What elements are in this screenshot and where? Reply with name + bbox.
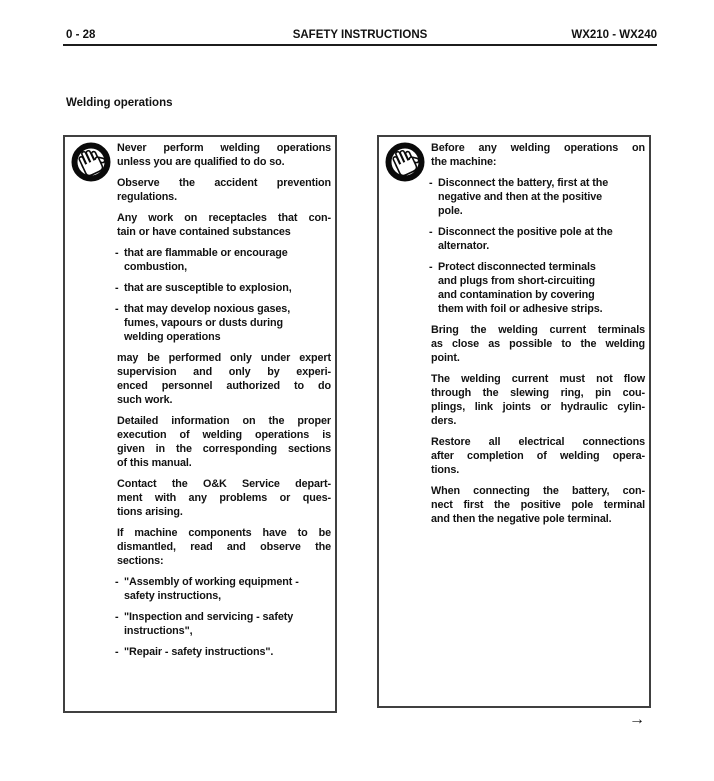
paragraph: [117, 477, 331, 519]
header-title: SAFETY INSTRUCTIONS: [292, 29, 428, 41]
text-line: Any work on receptacles that con-: [117, 212, 331, 224]
text-line: as close as possible to the welding: [431, 338, 645, 350]
paragraph: [117, 526, 331, 568]
paragraph: [117, 414, 331, 470]
text-line: Contact the O&K Service depart-: [117, 478, 331, 490]
text-line: may be performed only under expert: [117, 352, 331, 364]
text-line: that are flammable or encourage: [124, 247, 288, 259]
text-line: sections:: [117, 555, 164, 567]
paragraph: [431, 141, 645, 169]
paragraph: [431, 435, 645, 477]
paragraph: [117, 211, 331, 239]
text-line: Observe the accident prevention: [117, 177, 331, 189]
page-header: [63, 29, 657, 44]
bullet-dash: -: [115, 646, 119, 658]
text-line: combustion,: [124, 261, 188, 273]
text-line: and then the negative pole terminal.: [431, 513, 612, 525]
text-line: pole.: [438, 205, 463, 217]
warning-box-left: [63, 135, 337, 713]
paragraph: [431, 323, 645, 365]
text-line: execution of welding operations is: [117, 429, 331, 441]
bullet-dash: -: [115, 282, 119, 294]
text-line: instructions",: [124, 625, 193, 637]
text-line: welding operations: [124, 331, 221, 343]
next-page-arrow: →: [629, 711, 645, 728]
bullet-item: [117, 246, 331, 274]
section-title: Welding operations: [66, 97, 173, 109]
bullet-dash: -: [429, 177, 433, 189]
text-line: them with foil or adhesive strips.: [438, 303, 603, 315]
bullet-item: [117, 575, 331, 603]
text-line: ment with any problems or ques-: [117, 492, 331, 504]
bullet-item: [431, 225, 645, 253]
text-line: of this manual.: [117, 457, 192, 469]
text-line: dismantled, read and observe the: [117, 541, 331, 553]
text-line: point.: [431, 352, 460, 364]
text-line: The welding current must not flow: [431, 373, 645, 385]
text-line: "Inspection and servicing - safety: [124, 611, 294, 623]
bullet-item: [117, 281, 331, 295]
hand-warning-icon: [385, 142, 425, 182]
text-line: the machine:: [431, 156, 497, 168]
bullet-dash: -: [115, 303, 119, 315]
paragraph: [117, 141, 331, 169]
text-line: When connecting the battery, con-: [431, 485, 645, 497]
text-line: and plugs from short-circuiting: [438, 275, 596, 287]
text-line: Disconnect the battery, first at the: [438, 177, 609, 189]
paragraph: [117, 176, 331, 204]
text-line: tions arising.: [117, 506, 183, 518]
bullet-item: [117, 645, 331, 659]
text-line: regulations.: [117, 191, 177, 203]
text-line: nect first the positive pole terminal: [431, 499, 645, 511]
bullet-item: [117, 610, 331, 638]
text-line: Disconnect the positive pole at the: [438, 226, 613, 238]
warning-box-right: [377, 135, 651, 708]
bullet-dash: -: [429, 226, 433, 238]
header-rule: [63, 44, 657, 46]
text-line: Before any welding operations on: [431, 142, 645, 154]
bullet-dash: -: [115, 247, 119, 259]
text-line: "Repair - safety instructions".: [124, 646, 274, 658]
bullet-dash: -: [429, 261, 433, 273]
text-line: plings, link joints or hydraulic cylin-: [431, 401, 645, 413]
bullet-item: [431, 176, 645, 218]
text-line: that may develop noxious gases,: [124, 303, 291, 315]
text-line: unless you are qualified to do so.: [117, 156, 285, 168]
text-line: Bring the welding current terminals: [431, 324, 645, 336]
bullet-dash: -: [115, 611, 119, 623]
paragraph: [431, 484, 645, 526]
text-line: If machine components have to be: [117, 527, 331, 539]
warning-box-left-text: [117, 141, 331, 659]
bullet-item: [117, 302, 331, 344]
text-line: enced personnel authorized to do: [117, 380, 331, 392]
text-line: tions.: [431, 464, 460, 476]
text-line: after completion of welding opera-: [431, 450, 645, 462]
text-line: tain or have contained substances: [117, 226, 291, 238]
text-line: Detailed information on the proper: [117, 415, 331, 427]
text-line: such work.: [117, 394, 173, 406]
text-line: through the slewing ring, pin cou-: [431, 387, 645, 399]
text-line: Restore all electrical connections: [431, 436, 645, 448]
text-line: alternator.: [438, 240, 490, 252]
text-line: "Assembly of working equipment -: [124, 576, 299, 588]
bullet-item: [431, 260, 645, 316]
text-line: safety instructions,: [124, 590, 221, 602]
model-code: WX210 - WX240: [571, 29, 657, 41]
hand-warning-icon: [71, 142, 111, 182]
text-line: Protect disconnected terminals: [438, 261, 596, 273]
text-line: negative and then at the positive: [438, 191, 603, 203]
bullet-dash: -: [115, 576, 119, 588]
text-line: Never perform welding operations: [117, 142, 331, 154]
text-line: that are susceptible to explosion,: [124, 282, 292, 294]
text-line: and contamination by covering: [438, 289, 595, 301]
text-line: supervision and only by experi-: [117, 366, 331, 378]
text-line: given in the corresponding sections: [117, 443, 331, 455]
paragraph: [117, 351, 331, 407]
text-line: fumes, vapours or dusts during: [124, 317, 283, 329]
paragraph: [431, 372, 645, 428]
text-line: ders.: [431, 415, 457, 427]
warning-box-right-text: [431, 141, 645, 526]
page-number: 0 - 28: [66, 29, 96, 41]
